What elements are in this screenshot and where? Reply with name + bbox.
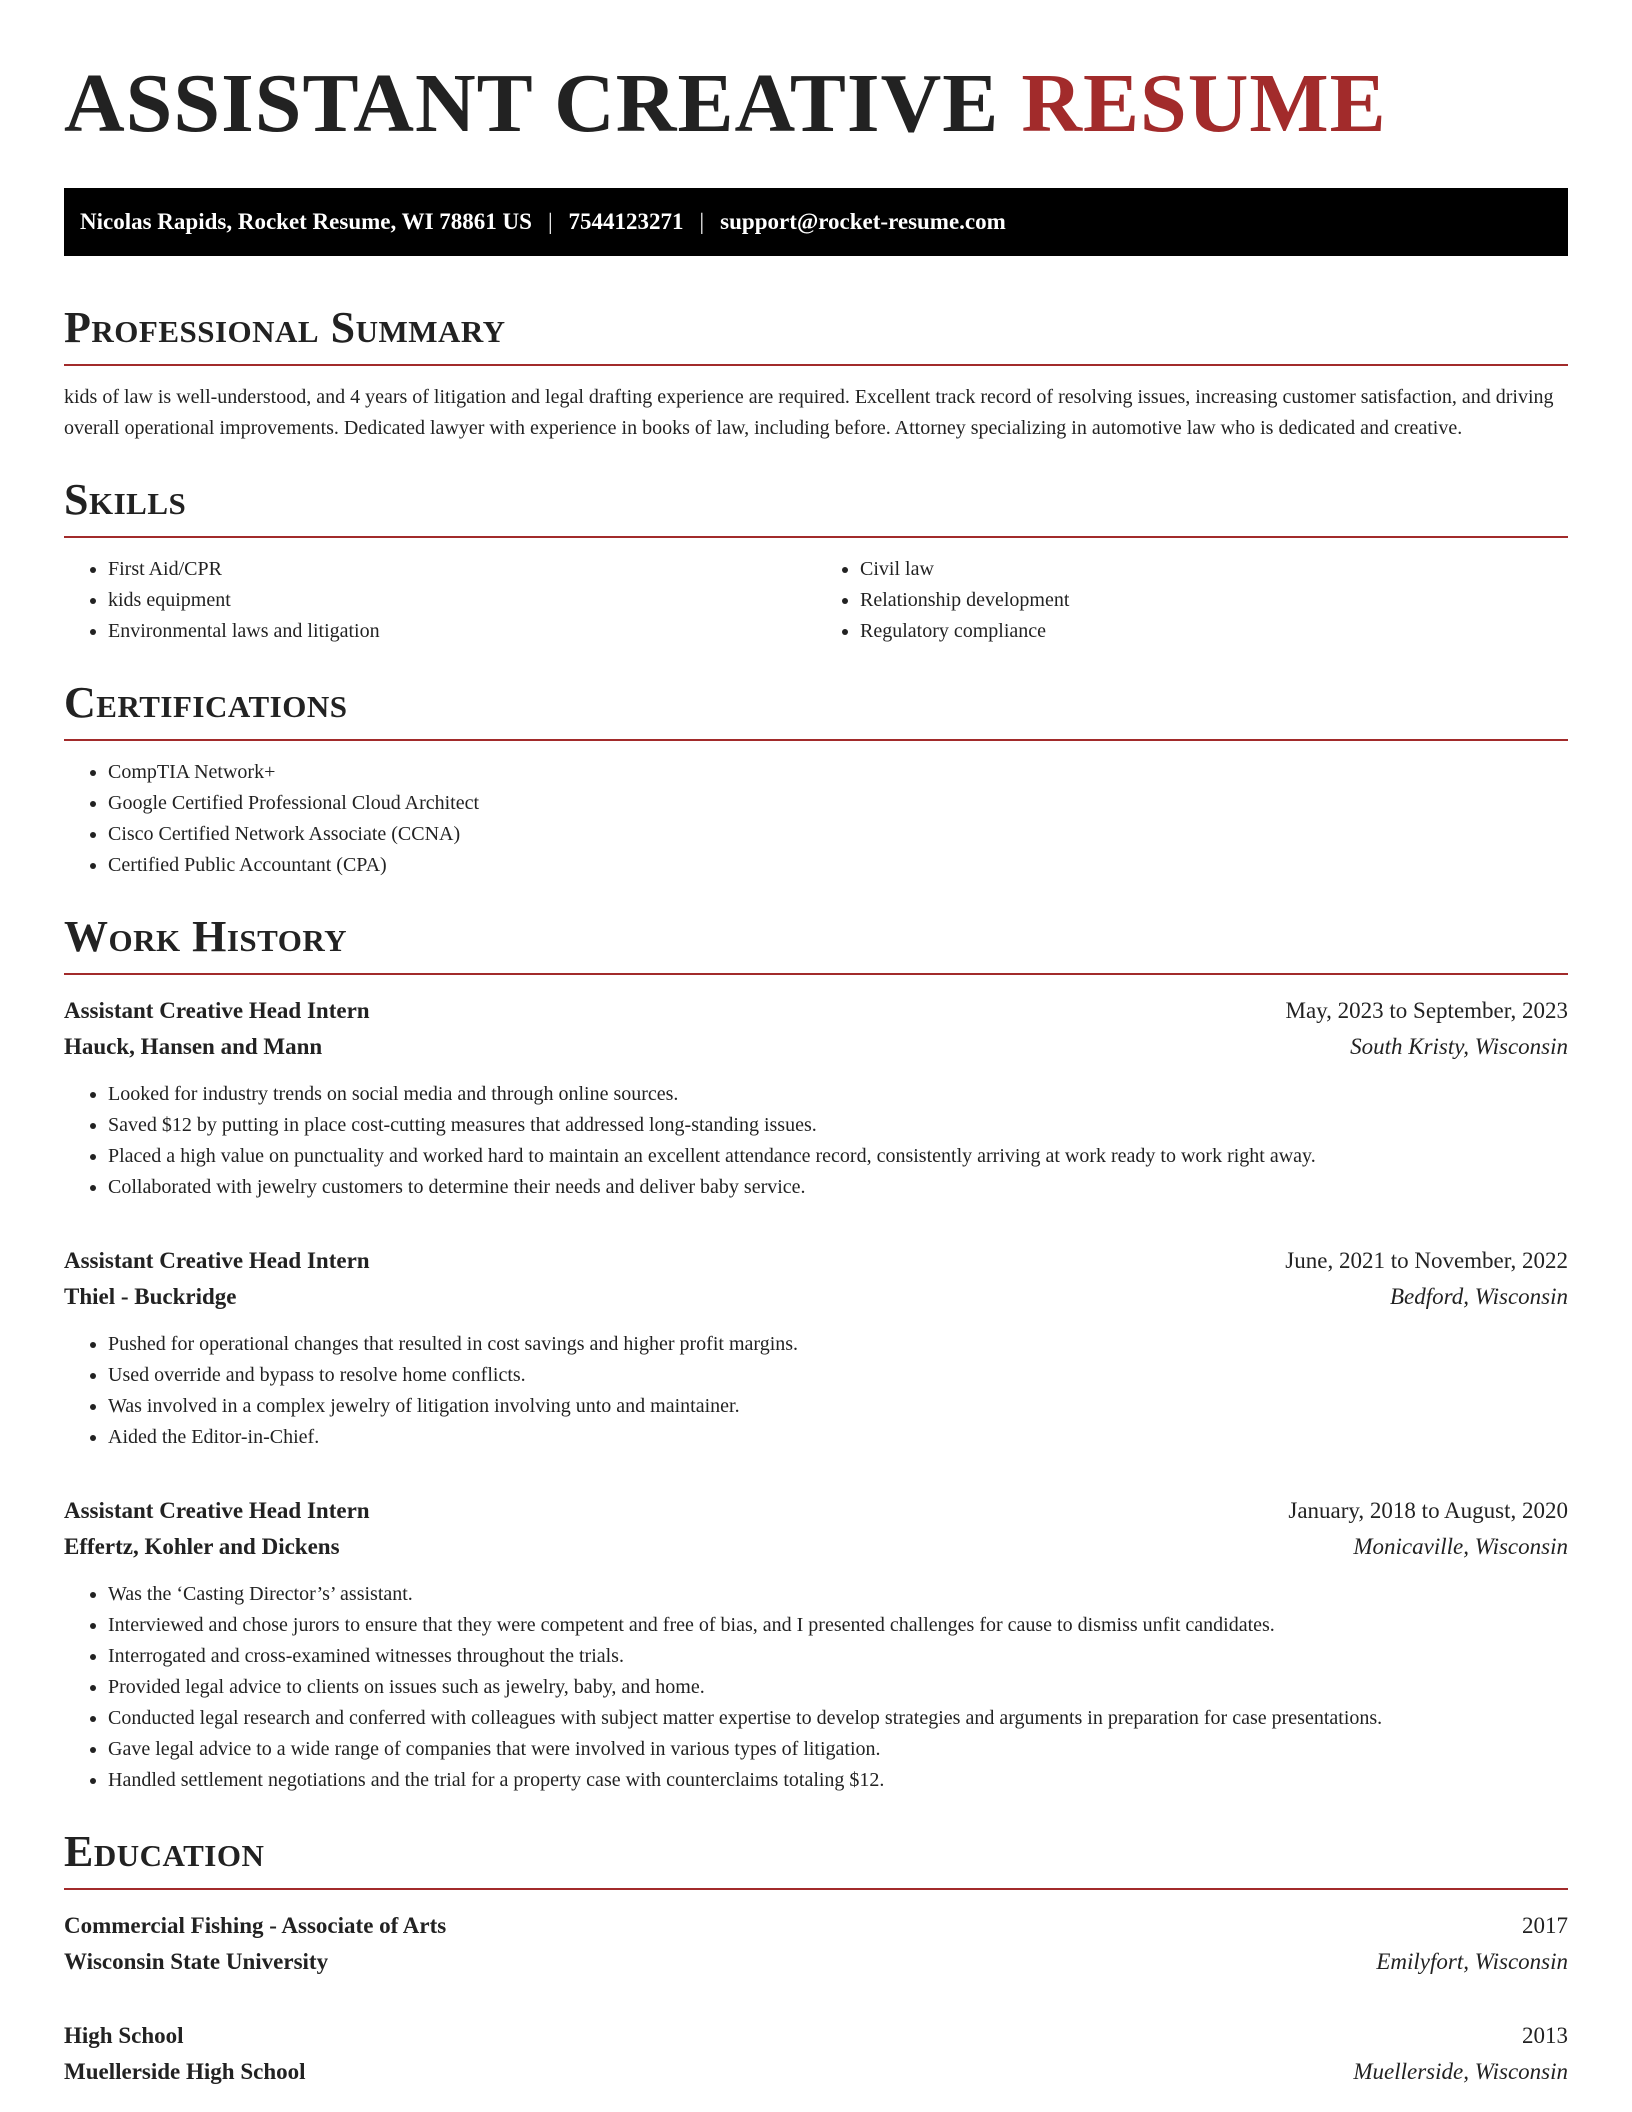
section-divider bbox=[64, 536, 1568, 538]
certification-item: • Certified Public Accountant (CPA) bbox=[108, 850, 1568, 881]
skills-column-right bbox=[816, 554, 1568, 647]
job-header bbox=[64, 1243, 1568, 1279]
education-entry bbox=[64, 1908, 1568, 1980]
job-dates: May, 2023 to September, 2023 bbox=[1285, 998, 1568, 1023]
title-main: ASSISTANT CREATIVE bbox=[64, 57, 1000, 150]
contact-address: Nicolas Rapids, Rocket Resume, WI 78861 US bbox=[80, 209, 532, 234]
job-location: Monicaville, Wisconsin bbox=[1353, 1534, 1568, 1559]
job-header bbox=[64, 993, 1568, 1029]
job-duties bbox=[64, 1329, 1568, 1453]
job-dates: June, 2021 to November, 2022 bbox=[1285, 1248, 1568, 1273]
job-company: Effertz, Kohler and Dickens bbox=[64, 1534, 340, 1559]
job-duty: • Interrogated and cross-examined witnesses throughout the trials. bbox=[108, 1641, 1568, 1672]
job-title: Assistant Creative Head Intern bbox=[64, 1248, 370, 1273]
job-location: Bedford, Wisconsin bbox=[1389, 1284, 1568, 1309]
education-location: Muellerside, Wisconsin bbox=[1353, 2059, 1568, 2084]
resume-title bbox=[64, 56, 1568, 152]
job-duty: • Saved $12 by putting in place cost-cutting measures that addressed long-standing issues. bbox=[108, 1110, 1568, 1141]
education-entry bbox=[64, 2018, 1568, 2090]
education-degree: Commercial Fishing - Associate of Arts bbox=[64, 1913, 447, 1938]
job-duty: • Conducted legal research and conferred with colleagues with subject matter expertise to develop strategies and arguments in preparation for case presentations. bbox=[108, 1703, 1568, 1734]
job-company: Hauck, Hansen and Mann bbox=[64, 1034, 323, 1059]
job-location: South Kristy, Wisconsin bbox=[1350, 1034, 1568, 1059]
job-subheader bbox=[64, 1029, 1568, 1065]
education-subheader bbox=[64, 1944, 1568, 1980]
skill-item: • Civil law bbox=[860, 554, 1568, 585]
contact-separator: | bbox=[547, 209, 553, 234]
education-header bbox=[64, 1908, 1568, 1944]
job-duty: • Provided legal advice to clients on issues such as jewelry, baby, and home. bbox=[108, 1672, 1568, 1703]
section-divider bbox=[64, 973, 1568, 975]
contact-phone: 7544123271 bbox=[568, 209, 684, 234]
job-duty: • Placed a high value on punctuality and worked hard to maintain an excellent attendance record, consistently arriving at work ready to work right away. bbox=[108, 1141, 1568, 1172]
job-subheader bbox=[64, 1279, 1568, 1315]
job-duty: • Aided the Editor-in-Chief. bbox=[108, 1422, 1568, 1453]
education-school: Muellerside High School bbox=[64, 2059, 306, 2084]
section-divider bbox=[64, 364, 1568, 366]
skill-item: • Relationship development bbox=[860, 585, 1568, 616]
certification-item: • Google Certified Professional Cloud Architect bbox=[108, 788, 1568, 819]
certification-item: • Cisco Certified Network Associate (CCNA) bbox=[108, 819, 1568, 850]
job-duties bbox=[64, 1579, 1568, 1796]
job-subheader bbox=[64, 1529, 1568, 1565]
job-duty: • Gave legal advice to a wide range of companies that were involved in various types of litigation. bbox=[108, 1734, 1568, 1765]
job-entry bbox=[64, 993, 1568, 1203]
skills-heading: Skills bbox=[64, 475, 187, 524]
skill-item: • First Aid/CPR bbox=[108, 554, 816, 585]
job-duty: • Was the ‘Casting Director’s’ assistant. bbox=[108, 1579, 1568, 1610]
certifications-heading: Certifications bbox=[64, 678, 348, 727]
certifications-list bbox=[64, 757, 1568, 881]
job-header bbox=[64, 1493, 1568, 1529]
job-duty: • Pushed for operational changes that resulted in cost savings and higher profit margins. bbox=[108, 1329, 1568, 1360]
contact-separator: | bbox=[699, 209, 705, 234]
education-year: 2013 bbox=[1522, 2023, 1568, 2048]
job-duty: • Handled settlement negotiations and the trial for a property case with counterclaims totaling $12. bbox=[108, 1765, 1568, 1796]
education-year: 2017 bbox=[1522, 1913, 1568, 1938]
skill-item: • kids equipment bbox=[108, 585, 816, 616]
education-header bbox=[64, 2018, 1568, 2054]
job-duty: • Was involved in a complex jewelry of litigation involving unto and maintainer. bbox=[108, 1391, 1568, 1422]
certification-item: • CompTIA Network+ bbox=[108, 757, 1568, 788]
contact-email: support@rocket-resume.com bbox=[720, 209, 1006, 234]
job-entry bbox=[64, 1493, 1568, 1796]
education-school: Wisconsin State University bbox=[64, 1949, 329, 1974]
section-divider bbox=[64, 1888, 1568, 1890]
job-entry bbox=[64, 1243, 1568, 1453]
work-history-heading: Work History bbox=[64, 912, 348, 961]
title-accent: RESUME bbox=[1021, 57, 1387, 150]
education-location: Emilyfort, Wisconsin bbox=[1376, 1949, 1568, 1974]
job-duty: • Interviewed and chose jurors to ensure that they were competent and free of bias, and I presented challenges for cause to dismiss unfit candidates. bbox=[108, 1610, 1568, 1641]
job-title: Assistant Creative Head Intern bbox=[64, 1498, 370, 1523]
contact-bar bbox=[64, 188, 1568, 256]
job-duty: • Collaborated with jewelry customers to determine their needs and deliver baby service. bbox=[108, 1172, 1568, 1203]
education-subheader bbox=[64, 2054, 1568, 2090]
section-divider bbox=[64, 739, 1568, 741]
education-degree: High School bbox=[64, 2023, 184, 2048]
skills-column-left bbox=[64, 554, 816, 647]
summary-text: kids of law is well-understood, and 4 years of litigation and legal drafting experience are required. Excellent track record of resolving issues, increasing customer satisfaction, and driving overall operational improvements. Dedicated lawyer with experience in books of law, including before. Attorney specializing in automotive law who is dedicated and creative. bbox=[64, 386, 1554, 439]
job-company: Thiel - Buckridge bbox=[64, 1284, 237, 1309]
skill-item: • Regulatory compliance bbox=[860, 616, 1568, 647]
education-heading: Education bbox=[64, 1827, 265, 1876]
job-dates: January, 2018 to August, 2020 bbox=[1288, 1498, 1568, 1523]
skills-list bbox=[64, 554, 1568, 647]
job-duty: • Looked for industry trends on social media and through online sources. bbox=[108, 1079, 1568, 1110]
summary-heading: Professional Summary bbox=[64, 303, 506, 352]
skill-item: • Environmental laws and litigation bbox=[108, 616, 816, 647]
job-title: Assistant Creative Head Intern bbox=[64, 998, 370, 1023]
job-duty: • Used override and bypass to resolve home conflicts. bbox=[108, 1360, 1568, 1391]
job-duties bbox=[64, 1079, 1568, 1203]
